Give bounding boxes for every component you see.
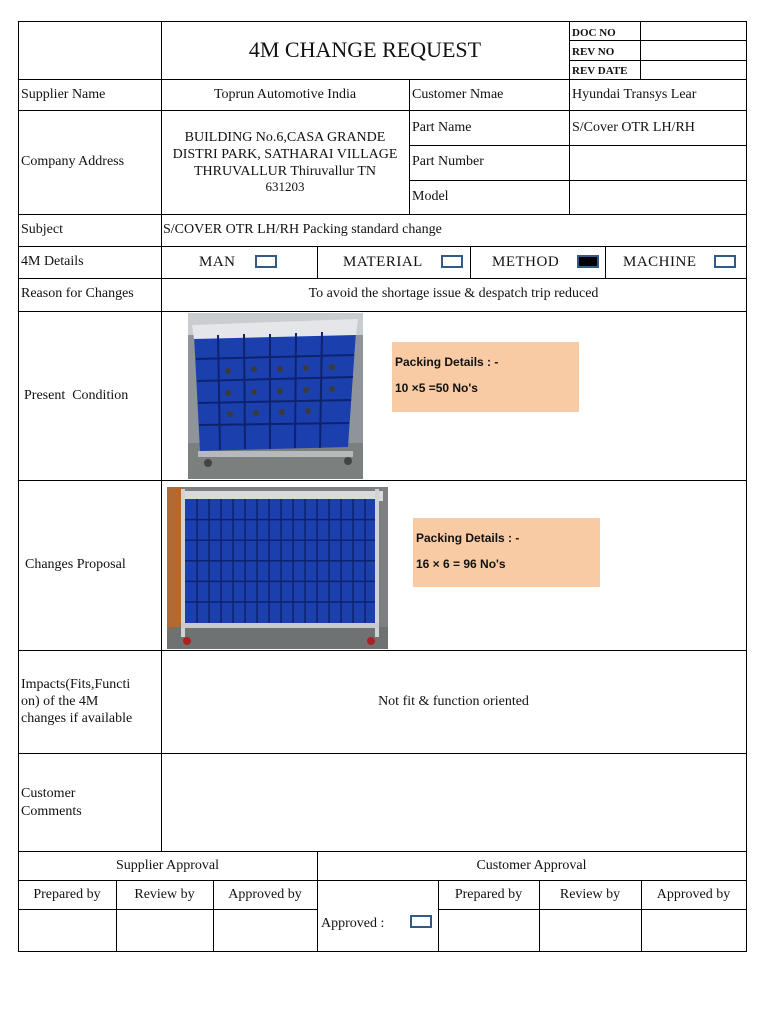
4m-machine-checkbox[interactable] <box>714 255 736 268</box>
customer-approved-label: Approved : <box>321 916 385 931</box>
supplier-name-value: Toprun Automotive India <box>213 87 357 102</box>
customer-name-label: Customer Nmae <box>412 87 504 102</box>
4m-material-checkbox[interactable] <box>441 255 463 268</box>
customer-prepared-signature-cell[interactable] <box>439 910 538 951</box>
customer-name-value: Hyundai Transys Lear <box>572 87 697 102</box>
present-packing-photo <box>188 313 363 479</box>
proposal-packing-details-box <box>413 518 600 587</box>
impacts-label-line: changes if available <box>21 711 133 726</box>
company-address-label: Company Address <box>21 154 125 169</box>
customer-approved-checkbox[interactable] <box>410 915 432 928</box>
supplier-approval-title: Supplier Approval <box>115 858 220 873</box>
subject-label: Subject <box>21 222 63 237</box>
supplier-approved-signature-cell[interactable] <box>214 910 316 951</box>
doc-no-label: DOC NO <box>572 27 616 39</box>
part-number-label: Part Number <box>412 154 484 169</box>
part-name-value: S/Cover OTR LH/RH <box>572 120 695 135</box>
4m-method-label: METHOD <box>492 254 560 270</box>
address-line: THRUVALLUR Thiruvallur TN <box>194 164 376 179</box>
customer-approved-by: Approved by <box>656 887 731 902</box>
proposal-packing-photo <box>167 487 388 649</box>
address-line: DISTRI PARK, SATHARAI VILLAGE <box>172 147 398 162</box>
customer-prepared-by: Prepared by <box>454 887 523 902</box>
model-label: Model <box>412 189 449 204</box>
present-packing-details-box <box>392 342 579 412</box>
comments-label-line: Comments <box>21 804 82 819</box>
customer-approved-signature-cell[interactable] <box>642 910 745 951</box>
part-name-label: Part Name <box>412 120 472 135</box>
present-packing-title: Packing Details : - <box>395 355 499 369</box>
customer-review-signature-cell[interactable] <box>540 910 640 951</box>
supplier-review-by: Review by <box>134 887 195 902</box>
4m-man-checkbox[interactable] <box>255 255 277 268</box>
4m-material-label: MATERIAL <box>343 254 423 270</box>
customer-review-by: Review by <box>559 887 621 902</box>
impacts-label-line: on) of the 4M <box>21 694 99 709</box>
present-packing-value: 10 ×5 =50 No's <box>395 381 478 395</box>
form-title: 4M CHANGE REQUEST <box>248 37 482 62</box>
present-condition-label: Present Condition <box>24 388 129 403</box>
proposal-packing-value: 16 × 6 = 96 No's <box>416 557 506 571</box>
address-line: 631203 <box>265 179 305 194</box>
subject-value: S/COVER OTR LH/RH Packing standard change <box>163 222 442 237</box>
4m-details-label: 4M Details <box>21 254 84 269</box>
comments-label-line: Customer <box>21 786 76 801</box>
impacts-value: Not fit & function oriented <box>378 694 529 709</box>
reason-value: To avoid the shortage issue & despatch trip reduced <box>308 286 599 301</box>
proposal-packing-title: Packing Details : - <box>416 531 520 545</box>
4m-machine-label: MACHINE <box>623 254 697 270</box>
supplier-review-signature-cell[interactable] <box>117 910 212 951</box>
supplier-name-label: Supplier Name <box>21 87 106 102</box>
supplier-prepared-signature-cell[interactable] <box>19 910 115 951</box>
rev-no-label: REV NO <box>572 46 615 58</box>
reason-label: Reason for Changes <box>21 286 134 301</box>
changes-proposal-label: Changes Proposal <box>25 557 126 572</box>
impacts-label-line: Impacts(Fits,Functi <box>21 677 131 692</box>
address-line: BUILDING No.6,CASA GRANDE <box>184 130 386 145</box>
4m-man-label: MAN <box>199 254 236 270</box>
supplier-prepared-by: Prepared by <box>33 887 101 902</box>
supplier-approved-by: Approved by <box>228 887 302 902</box>
4m-method-checkbox[interactable] <box>577 255 599 268</box>
customer-approval-title: Customer Approval <box>476 858 587 873</box>
rev-date-label: REV DATE <box>572 65 628 77</box>
